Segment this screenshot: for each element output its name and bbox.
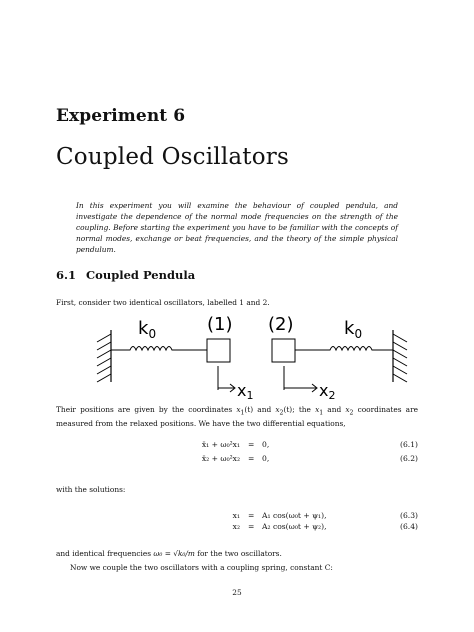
equation-lhs: ẍ₂ + ω₀²x₂ [201,454,240,463]
equation-number: (6.2) [399,454,418,463]
k-left-label: $k_0$ [138,318,157,341]
equation-relation: = [248,511,255,520]
left-wall-hatching [97,334,111,382]
equation-6-4 [56,522,418,534]
equation-6-2 [56,454,418,466]
x1-label: x1 [237,381,254,402]
mass-1-label: (1) [207,314,233,335]
equation-relation: = [248,522,255,531]
right-wall-hatching [393,334,407,382]
equation-lhs: x₂ [232,522,240,531]
left-spring [111,347,207,351]
section-number: 6.1 [56,268,77,282]
mass-2 [272,339,295,362]
mass-2-label: (2) [268,314,294,335]
equation-relation: = [248,454,255,463]
chapter-title: Coupled Oscillators [56,144,289,170]
right-spring [295,347,393,351]
equation-number: (6.4) [399,522,418,531]
equation-lhs: x₁ [232,511,240,520]
omega-expression: ω₀ = √k₀/m [153,549,195,558]
abstract: In this experiment you will examine the behaviour of coupled pendula, and investigate the dependence of the normal mode frequencies on the strength of the coupling. Before starting the experiment you have to be familiar with the concepts of normal modes, exchange or beat frequencies, and the theory of the simple physical pendulum. [76,201,398,254]
chapter-label: Experiment 6 [56,106,186,126]
section-heading [56,268,195,282]
intro-paragraph: First, consider two identical oscillators, labelled 1 and 2. [56,298,270,307]
equation-rhs: 0, [262,440,270,449]
equation-number: (6.3) [399,511,418,520]
equation-relation: = [248,440,255,449]
mass-1 [207,339,230,362]
k-right-label: $k_0$ [344,318,363,341]
x2-label: x2 [319,381,336,402]
frequencies-paragraph: and identical frequencies ω₀ = √k₀/m for the two oscillators. [56,549,282,558]
coupled-oscillators-figure [0,310,474,406]
equation-rhs: A₂ cos(ω₀t + ψ₂), [262,522,327,531]
equation-number: (6.1) [399,440,418,449]
section-title: Coupled Pendula [86,268,196,282]
equation-6-1 [56,440,418,452]
equation-lhs: ẍ₁ + ω₀²x₁ [201,440,240,449]
coupling-paragraph: Now we couple the two oscillators with a coupling spring, constant C: [70,563,333,572]
solutions-intro: with the solutions: [56,485,126,494]
positions-paragraph: Their positions are given by the coordinates $x_1(t)$ and $x_2(t)$; the $x_1$ and $x_2$ coordinates are measured from the relaxed positions. We have the two differential equations, [56,405,418,429]
equation-rhs: A₁ cos(ω₀t + ψ₁), [262,511,327,520]
equation-rhs: 0, [262,454,270,463]
page-number: 25 [232,588,242,597]
